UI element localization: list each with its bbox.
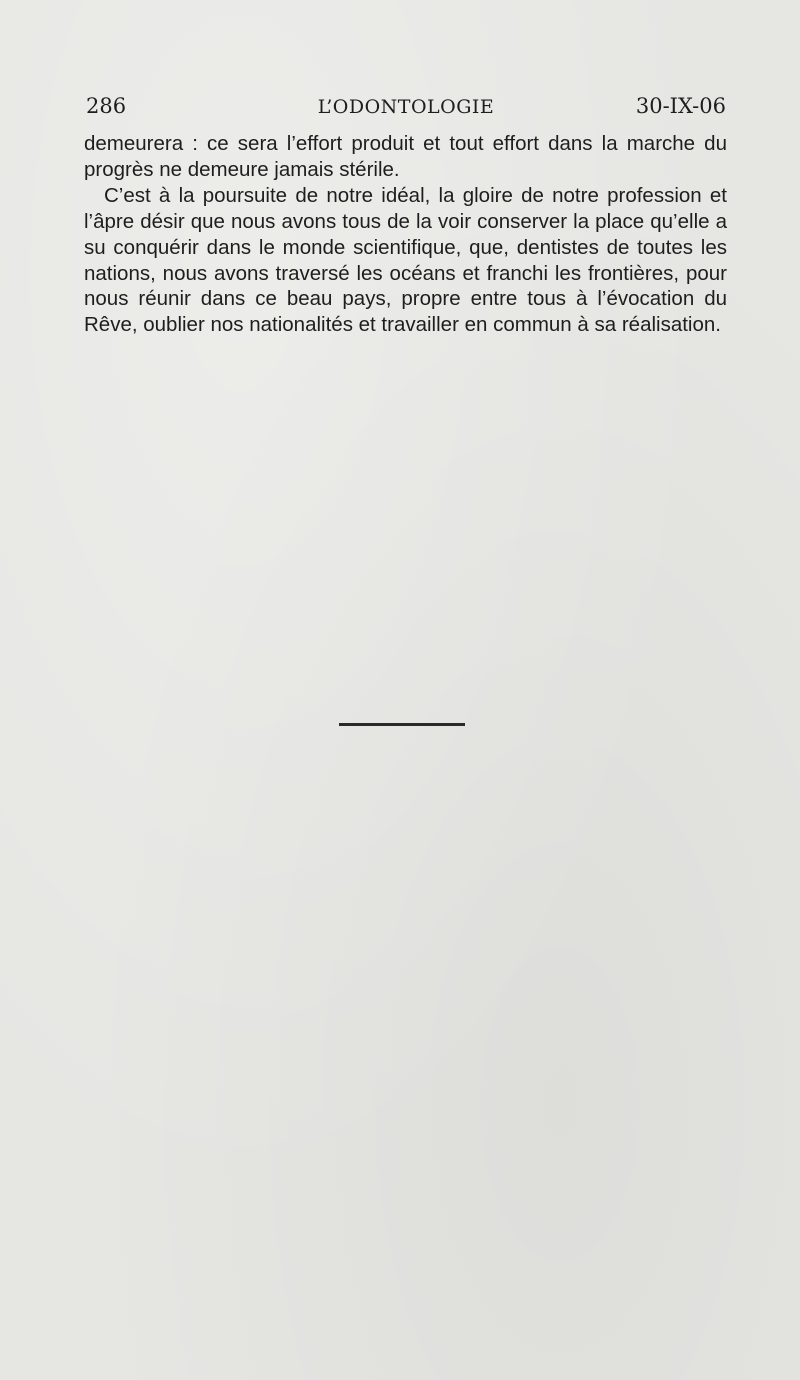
paragraph-continuation: demeurera : ce sera l’effort produit et tout effort dans la marche du progrès ne demeure jamais stérile.	[84, 132, 727, 181]
page-number: 286	[86, 94, 127, 118]
page-header	[86, 94, 726, 122]
section-divider	[339, 723, 465, 726]
paragraph: C’est à la poursuite de notre idéal, la gloire de notre profession et l’âpre désir que nous avons tous de la voir conserver la place qu’elle a su conquérir dans le monde scientifique, que, dentistes de toutes les nations, nous avons traversé les océans et franchi les frontières, pour nous réunir dans ce beau pays, propre entre tous à l’évocation du Rêve, oublier nos nationalités et travailler en commun à sa réalisation.	[84, 183, 727, 337]
body-text	[84, 131, 727, 338]
running-title: L’ODONTOLOGIE	[317, 96, 495, 118]
issue-date: 30-IX-06	[635, 94, 726, 118]
